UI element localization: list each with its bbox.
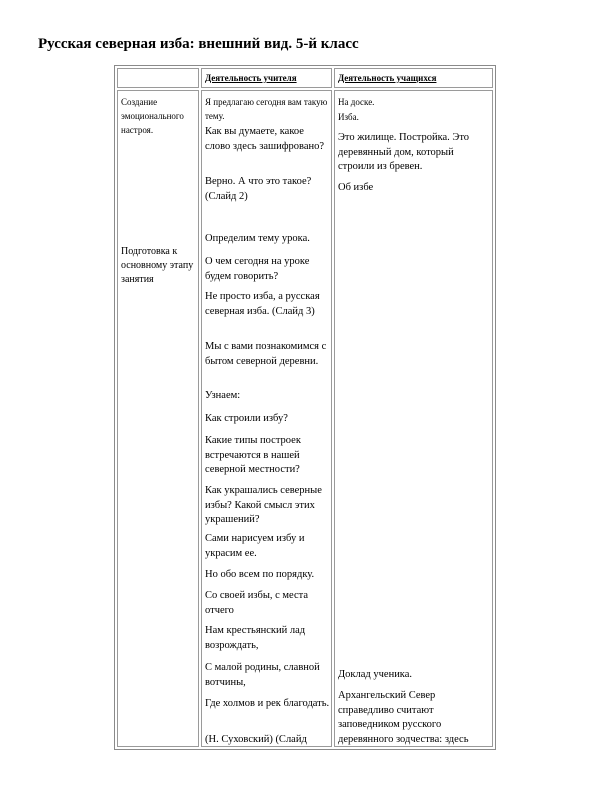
teacher-paragraph: Нам крестьянский лад возрождать, — [205, 625, 306, 651]
students-paragraph: Это жилище. Постройка. Это деревянный дом, который строили из бревен. — [338, 132, 470, 172]
teacher-paragraph: Определим тему урока. — [205, 233, 310, 244]
students-paragraph: Изба. — [338, 112, 359, 122]
teacher-paragraph: Не просто изба, а русская северная изба. (Слайд 3) — [205, 291, 320, 317]
students-paragraph: Архангельский Север справедливо считают заповедником русского деревянного зодчества: здесь — [338, 690, 469, 745]
teacher-paragraph: С малой родины, славной вотчины, — [205, 662, 320, 688]
students-paragraph: Доклад ученика. — [338, 669, 413, 680]
teacher-paragraph: Сами нарисуем избу и украсим ее. — [205, 533, 305, 559]
students-paragraph: На доске. — [338, 97, 375, 107]
teacher-column — [201, 90, 332, 747]
teacher-paragraph: Верно. А что это такое? (Слайд 2) — [205, 176, 312, 202]
header-teacher-label: Деятельность учителя — [205, 73, 297, 83]
teacher-paragraph: Как строили избу? — [205, 413, 288, 424]
teacher-paragraph: О чем сегодня на уроке будем говорить? — [205, 256, 310, 282]
teacher-paragraph: Как вы думаете, какое слово здесь зашифровано? — [205, 126, 325, 152]
teacher-paragraph: Где холмов и рек благодать. — [205, 698, 330, 709]
students-column — [334, 90, 493, 747]
header-cell-teacher — [201, 68, 332, 88]
teacher-paragraph: Узнаем: — [205, 390, 241, 401]
header-cell-stage — [117, 68, 199, 88]
header-cell-students — [334, 68, 493, 88]
header-students-label: Деятельность учащихся — [338, 73, 437, 83]
page-title: Русская северная изба: внешний вид. 5-й класс — [38, 36, 359, 52]
teacher-paragraph: Как украшались северные избы? Какой смысл этих украшений? — [205, 485, 322, 525]
lesson-table — [114, 65, 496, 750]
teacher-paragraph: (Н. Суховский) (Слайд — [205, 734, 307, 745]
students-paragraph: Об избе — [338, 182, 374, 193]
teacher-paragraph: Я предлагаю сегодня вам такую тему. — [205, 97, 328, 121]
teacher-paragraph: Со своей избы, с места отчего — [205, 590, 309, 616]
teacher-paragraph: Но обо всем по порядку. — [205, 569, 315, 580]
teacher-paragraph: Какие типы построек встречаются в нашей северной местности? — [205, 435, 301, 475]
stage-column — [117, 90, 199, 747]
stage-emotional-mood: Создание эмоционального настроя. — [121, 97, 184, 135]
teacher-paragraph: Мы с вами познакомимся с бытом северной деревни. — [205, 341, 327, 367]
stage-preparation: Подготовка к основному этапу занятия — [121, 246, 194, 285]
